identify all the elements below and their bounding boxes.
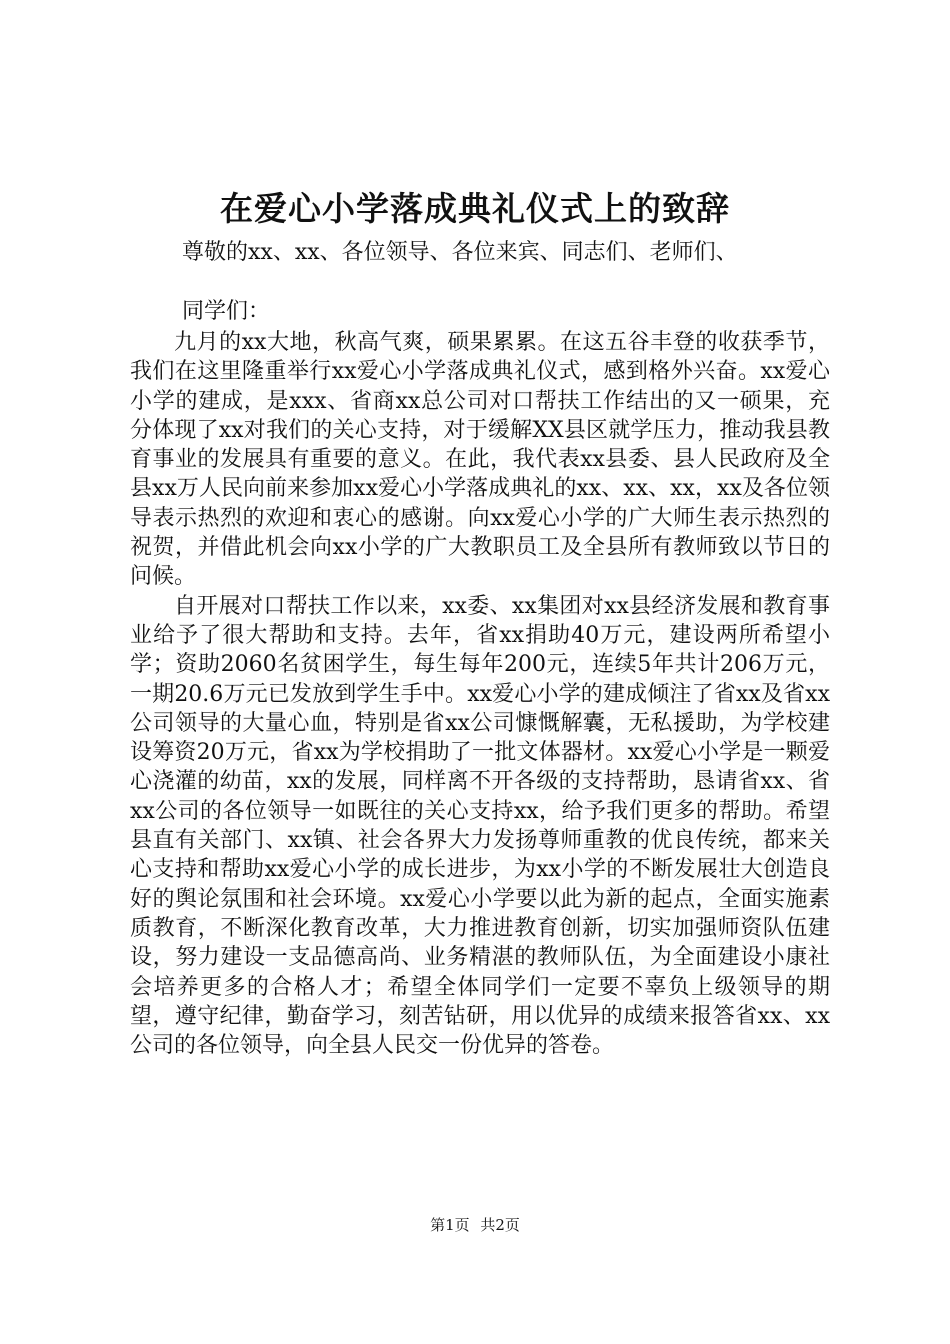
- document-title: 在爱心小学落成典礼仪式上的致辞: [220, 189, 730, 228]
- salutation-continued: 同学们：: [182, 299, 271, 324]
- page-number-current: 第1页: [430, 1216, 470, 1234]
- paragraph-1: 九月的xx大地，秋高气爽，硕果累累。在这五谷丰登的收获季节，我们在这里隆重举行xx爱心小学落成典礼仪式，感到格外兴奋。xx爱心小学的建成，是xxx、省商xx总公司对口帮扶工作结出的又一硕果，充分体现了xx对我们的关心支持，对于缓解XX县区就学压力，推动我县教育事业的发展具有重要的意义。在此，我代表xx县委、县人民政府及全县xx万人民向前来参加xx爱心小学落成典礼的xx、xx、xx，xx及各位领导表示热烈的欢迎和衷心的感谢。向xx爱心小学的广大师生表示热烈的祝贺，并借此机会向xx小学的广大教职员工及全县所有教师致以节日的问候。: [130, 330, 830, 590]
- salutation: 尊敬的xx、xx、各位领导、各位来宾、同志们、老师们、: [182, 240, 738, 265]
- document-body: [130, 328, 830, 1060]
- paragraph-2: 自开展对口帮扶工作以来，xx委、xx集团对xx县经济发展和教育事业给予了很大帮助和支持。去年，省xx捐助40万元，建设两所希望小学；资助2060名贫困学生，每生每年200元，连续5年共计206万元，一期20.6万元已发放到学生手中。xx爱心小学的建成倾注了省xx及省xx公司领导的大量心血，特别是省xx公司慷慨解囊，无私援助，为学校建设筹资20万元，省xx为学校捐助了一批文体器材。xx爱心小学是一颗爱心浇灌的幼苗，xx的发展，同样离不开各级的支持帮助，恳请省xx、省xx公司的各位领导一如既往的关心支持xx，给予我们更多的帮助。希望县直有关部门、xx镇、社会各界大力发扬尊师重教的优良传统，都来关心支持和帮助xx爱心小学的成长进步，为xx小学的不断发展壮大创造良好的舆论氛围和社会环境。xx爱心小学要以此为新的起点，全面实施素质教育，不断深化教育改革，大力推进教育创新，切实加强师资队伍建设，努力建设一支品德高尚、业务精湛的教师队伍，为全面建设小康社会培养更多的合格人才；希望全体同学们一定要不辜负上级领导的期望，遵守纪律，勤奋学习，刻苦钻研，用以优异的成绩来报答省xx、xx公司的各位领导，向全县人民交一份优异的答卷。: [130, 593, 830, 1059]
- page-footer: [0, 1214, 950, 1236]
- page-number-total: 共2页: [480, 1216, 520, 1234]
